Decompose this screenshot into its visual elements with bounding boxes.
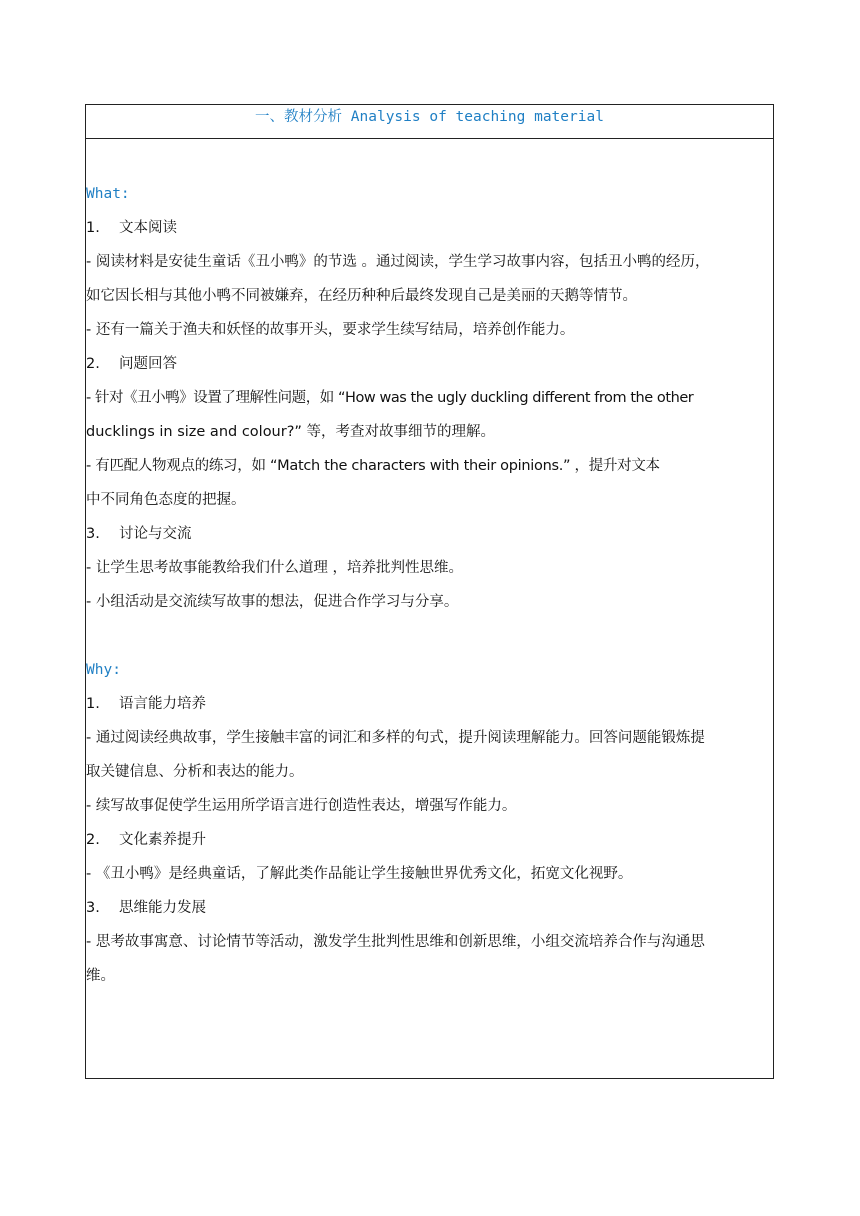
paragraph-line: ducklings in size and colour?” 等，考查对故事细节的理解。 [86, 424, 496, 440]
item-title: 讨论与交流 [119, 526, 192, 542]
item-number: 3. [86, 526, 100, 542]
item-number: 1. [86, 696, 100, 712]
paragraph-line: - 还有一篇关于渔夫和妖怪的故事开头，要求学生续写结局，培养创作能力。 [86, 322, 575, 338]
item-title: 文化素养提升 [119, 832, 206, 848]
why-item-3-heading [86, 891, 773, 925]
item-number: 1. [86, 220, 100, 236]
paragraph-line: - 阅读材料是安徒生童话《丑小鸭》的节选 。通过阅读，学生学习故事内容，包括丑小鸭的经历， [86, 254, 710, 270]
item-title: 语言能力培养 [119, 696, 206, 712]
paragraph-line: - 针对《丑小鸭》设置了理解性问题，如 “How was the ugly duckling different from the other [86, 390, 694, 406]
item-number: 2. [86, 832, 100, 848]
section-spacer [86, 619, 773, 653]
item-title: 问题回答 [119, 356, 177, 372]
item-title: 文本阅读 [119, 220, 177, 236]
item-title: 思维能力发展 [119, 900, 206, 916]
paragraph-line: - 让学生思考故事能教给我们什么道理 ，培养批判性思维。 [86, 560, 463, 576]
what-label: What: [86, 186, 130, 202]
paragraph-line: 取关键信息、分析和表达的能力。 [86, 764, 304, 780]
paragraph-line: 维。 [86, 968, 115, 984]
why-item-2-heading [86, 823, 773, 857]
paragraph-line: 如它因长相与其他小鸭不同被嫌弃，在经历种种后最终发现自己是美丽的天鹅等情节。 [86, 288, 637, 304]
paragraph-line: - 有匹配人物观点的练习，如 “Match the characters with their opinions.” ，提升对文本 [86, 458, 660, 474]
paragraph-line: - 《丑小鸭》是经典童话，了解此类作品能让学生接触世界优秀文化，拓宽文化视野。 [86, 866, 633, 882]
what-item-1-heading [86, 211, 773, 245]
what-item-3-heading [86, 517, 773, 551]
paragraph-line: 中不同角色态度的把握。 [86, 492, 246, 508]
item-number: 3. [86, 900, 100, 916]
paragraph-line: - 通过阅读经典故事，学生接触丰富的词汇和多样的句式，提升阅读理解能力。回答问题能锻炼提 [86, 730, 705, 746]
analysis-table [85, 104, 774, 1079]
item-number: 2. [86, 356, 100, 372]
why-item-1-heading [86, 687, 773, 721]
table-body-cell [86, 139, 773, 993]
table-header-title: 一、教材分析 Analysis of teaching material [86, 105, 773, 139]
why-label: Why: [86, 662, 121, 678]
paragraph-line: - 小组活动是交流续写故事的想法，促进合作学习与分享。 [86, 594, 459, 610]
paragraph-line: - 续写故事促使学生运用所学语言进行创造性表达，增强写作能力。 [86, 798, 517, 814]
what-item-2-heading [86, 347, 773, 381]
paragraph-line: - 思考故事寓意、讨论情节等活动，激发学生批判性思维和创新思维，小组交流培养合作与沟通思 [86, 934, 705, 950]
